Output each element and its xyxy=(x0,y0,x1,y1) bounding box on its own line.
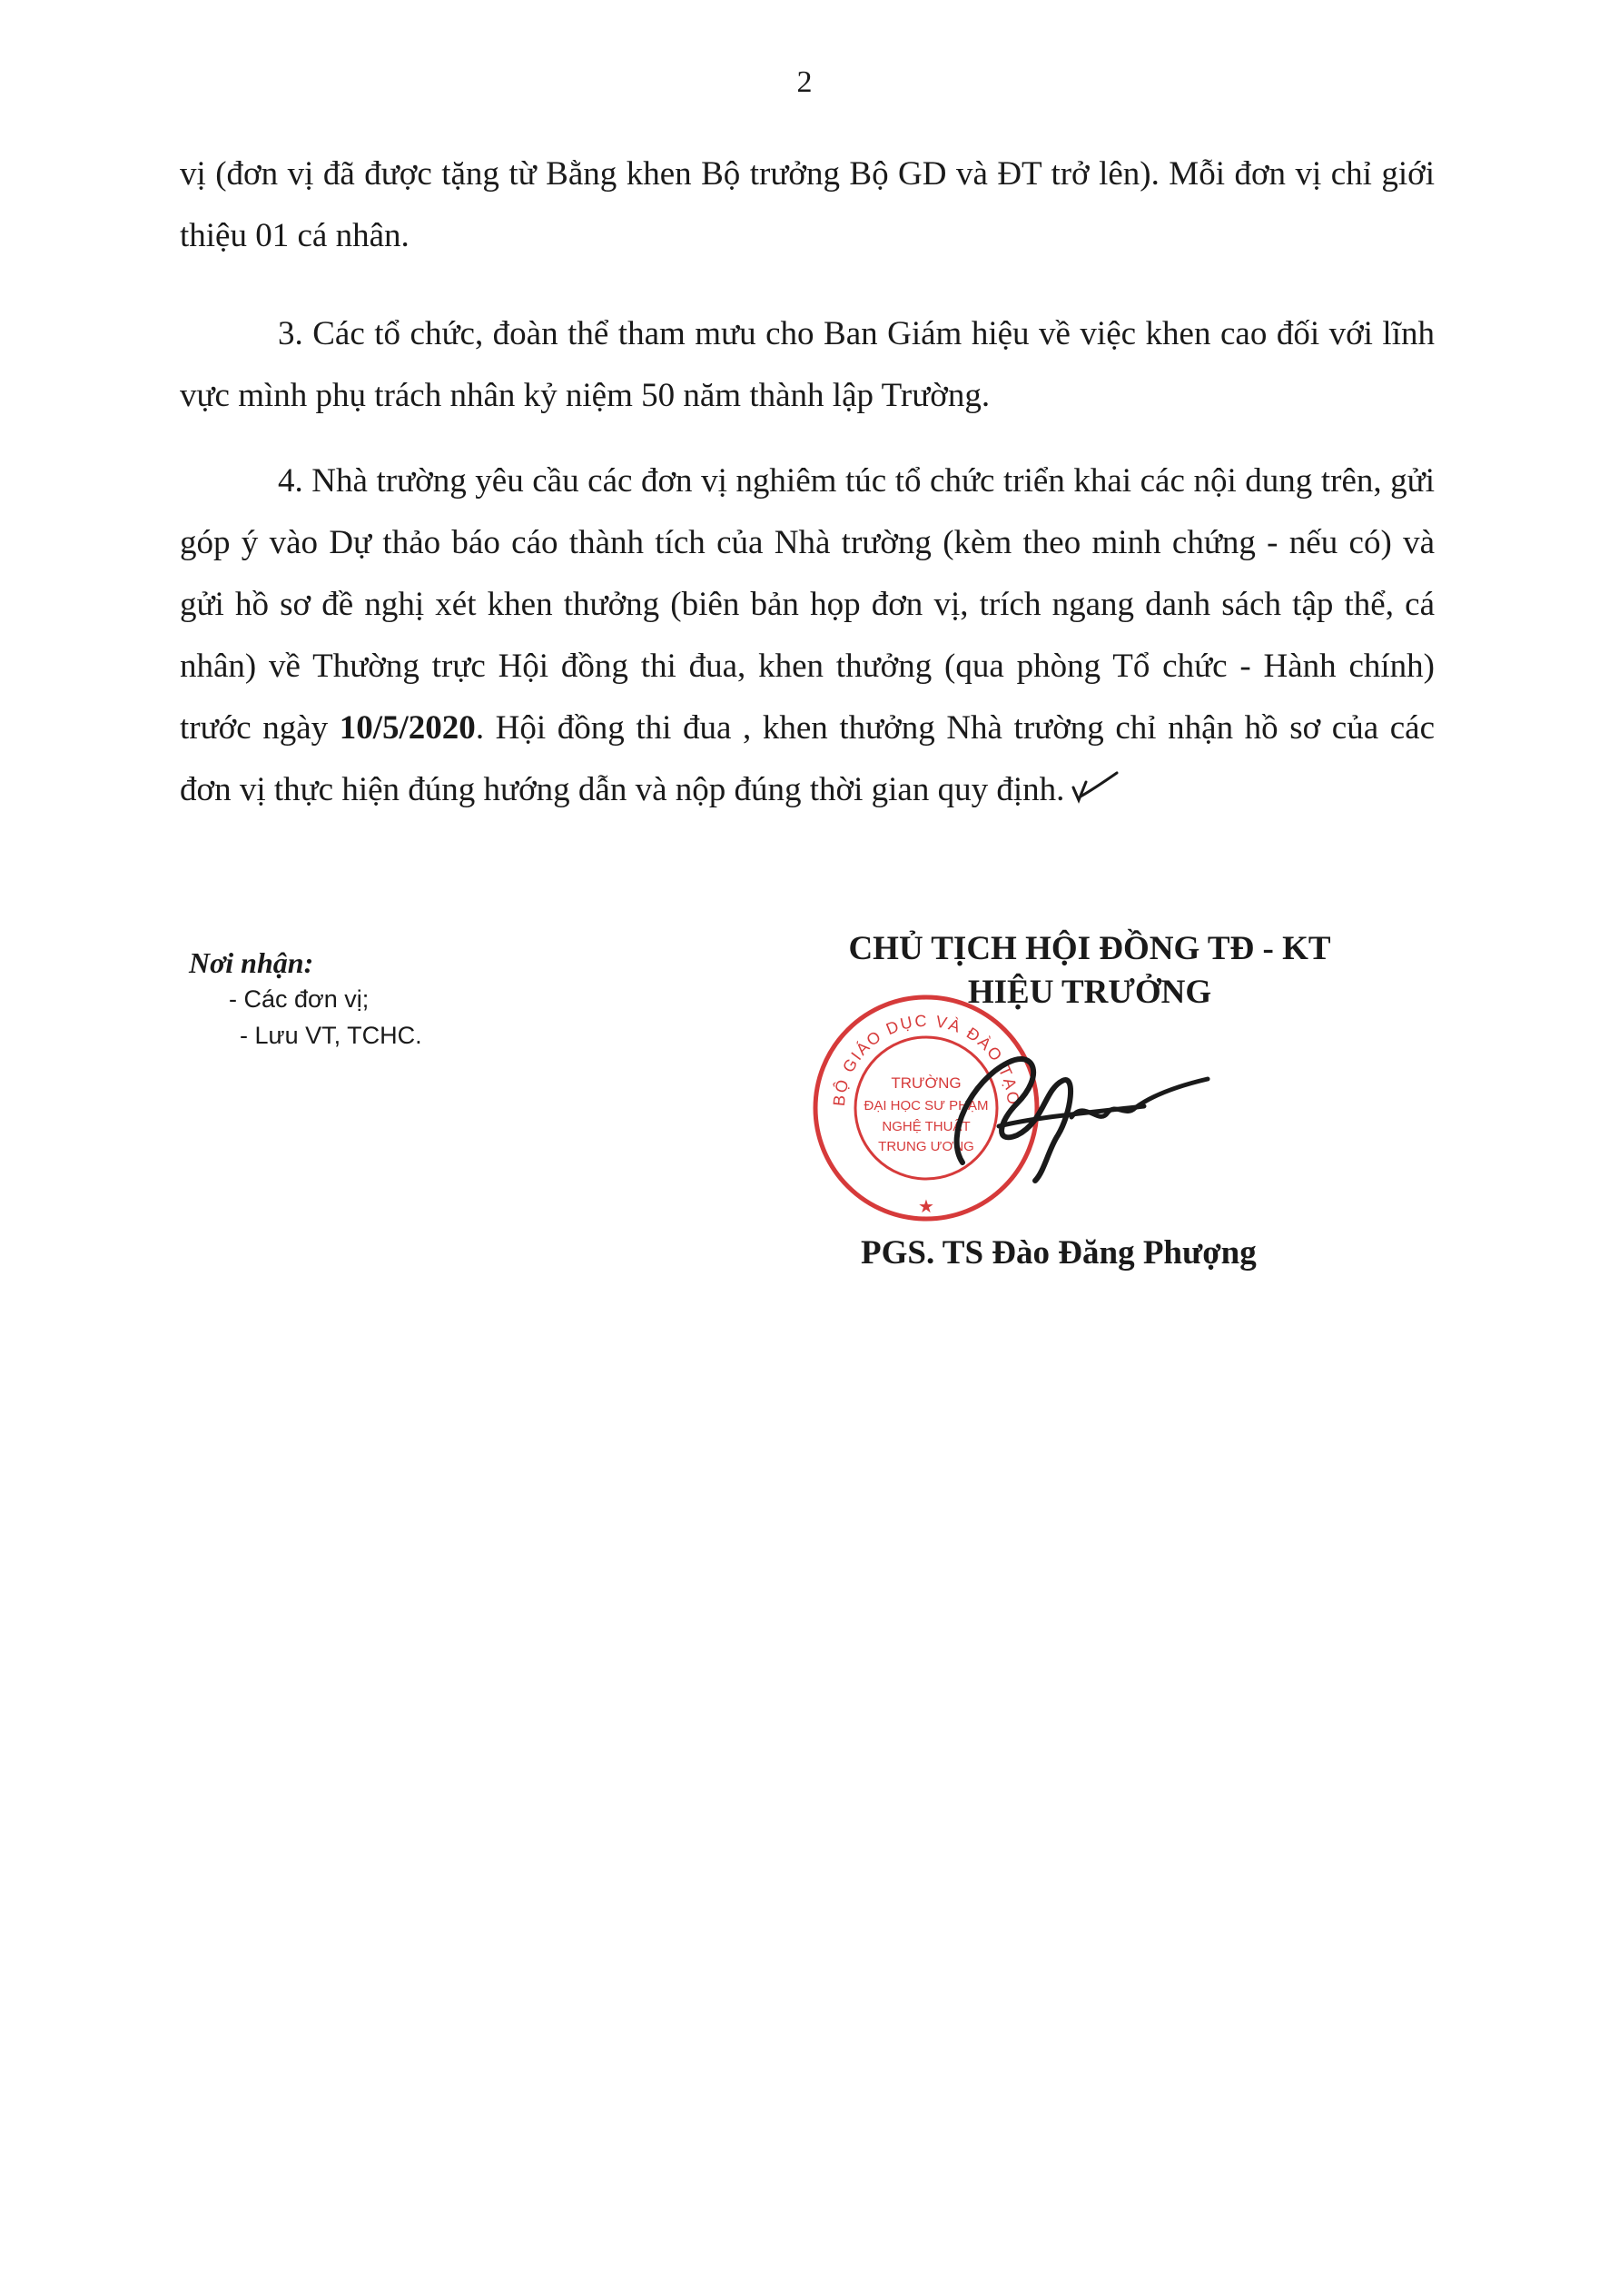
stamp-line: TRƯỜNG xyxy=(891,1074,962,1092)
recipients-heading: Nơi nhận: xyxy=(189,946,314,979)
stamp-line: NGHỆ THUẬT xyxy=(882,1119,971,1134)
handwritten-signature xyxy=(908,1026,1217,1199)
signature-block xyxy=(772,926,1407,1308)
page-number: 2 xyxy=(796,65,813,99)
paragraph-text-after-date: . Hội đồng thi đua , khen thưởng Nhà trường chỉ nhận hồ sơ của các đơn vị thực hiện đúng hướng dẫn và nộp đúng thời gian quy định. xyxy=(180,709,1435,808)
signer-title: CHỦ TỊCH HỘI ĐỒNG TĐ - KT xyxy=(848,930,1331,967)
signer-name: PGS. TS Đào Đăng Phượng xyxy=(861,1234,1257,1272)
signer-role: HIỆU TRƯỞNG xyxy=(967,974,1212,1011)
svg-text:★: ★ xyxy=(918,1195,934,1217)
stamp-outer-text: BỘ GIÁO DỤC VÀ ĐÀO TẠO xyxy=(829,1011,1023,1107)
deadline-date: 10/5/2020 xyxy=(339,709,476,747)
recipient-item: - Các đơn vị; xyxy=(229,985,370,1013)
initial-mark-icon xyxy=(1068,769,1122,806)
paragraph-text: 3. Các tổ chức, đoàn thể tham mưu cho Ban Giám hiệu về việc khen cao đối với lĩnh vực mình phụ trách nhân kỷ niệm 50 năm thành lập Trường. xyxy=(180,315,1435,414)
paragraph-text: vị (đơn vị đã được tặng từ Bằng khen Bộ trưởng Bộ GD và ĐT trở lên). Mỗi đơn vị chỉ giới thiệu 01 cá nhân. xyxy=(180,155,1435,254)
body-paragraph-3 xyxy=(180,450,1435,821)
body-paragraph-1 xyxy=(180,144,1435,267)
recipient-item: - Lưu VT, TCHC. xyxy=(240,1022,422,1049)
body-paragraph-2 xyxy=(180,303,1435,427)
stamp-line: TRUNG ƯƠNG xyxy=(878,1139,974,1154)
paragraph-text-before-date: 4. Nhà trường yêu cầu các đơn vị nghiêm túc tổ chức triển khai các nội dung trên, gửi góp ý vào Dự thảo báo cáo thành tích của Nhà trường (kèm theo minh chứng - nếu có) và gửi hồ sơ đề nghị xét khen thưởng (biên bản họp đơn vị, trích ngang danh sách tập thể, cá nhân) về Thường trực Hội đồng thi đua, khen thưởng (qua phòng Tổ chức - Hành chính) trước ngày xyxy=(180,462,1435,747)
paragraph-text xyxy=(180,450,1435,821)
stamp-line: ĐẠI HỌC SƯ PHẠM xyxy=(864,1098,989,1113)
recipients-block xyxy=(189,945,422,1054)
